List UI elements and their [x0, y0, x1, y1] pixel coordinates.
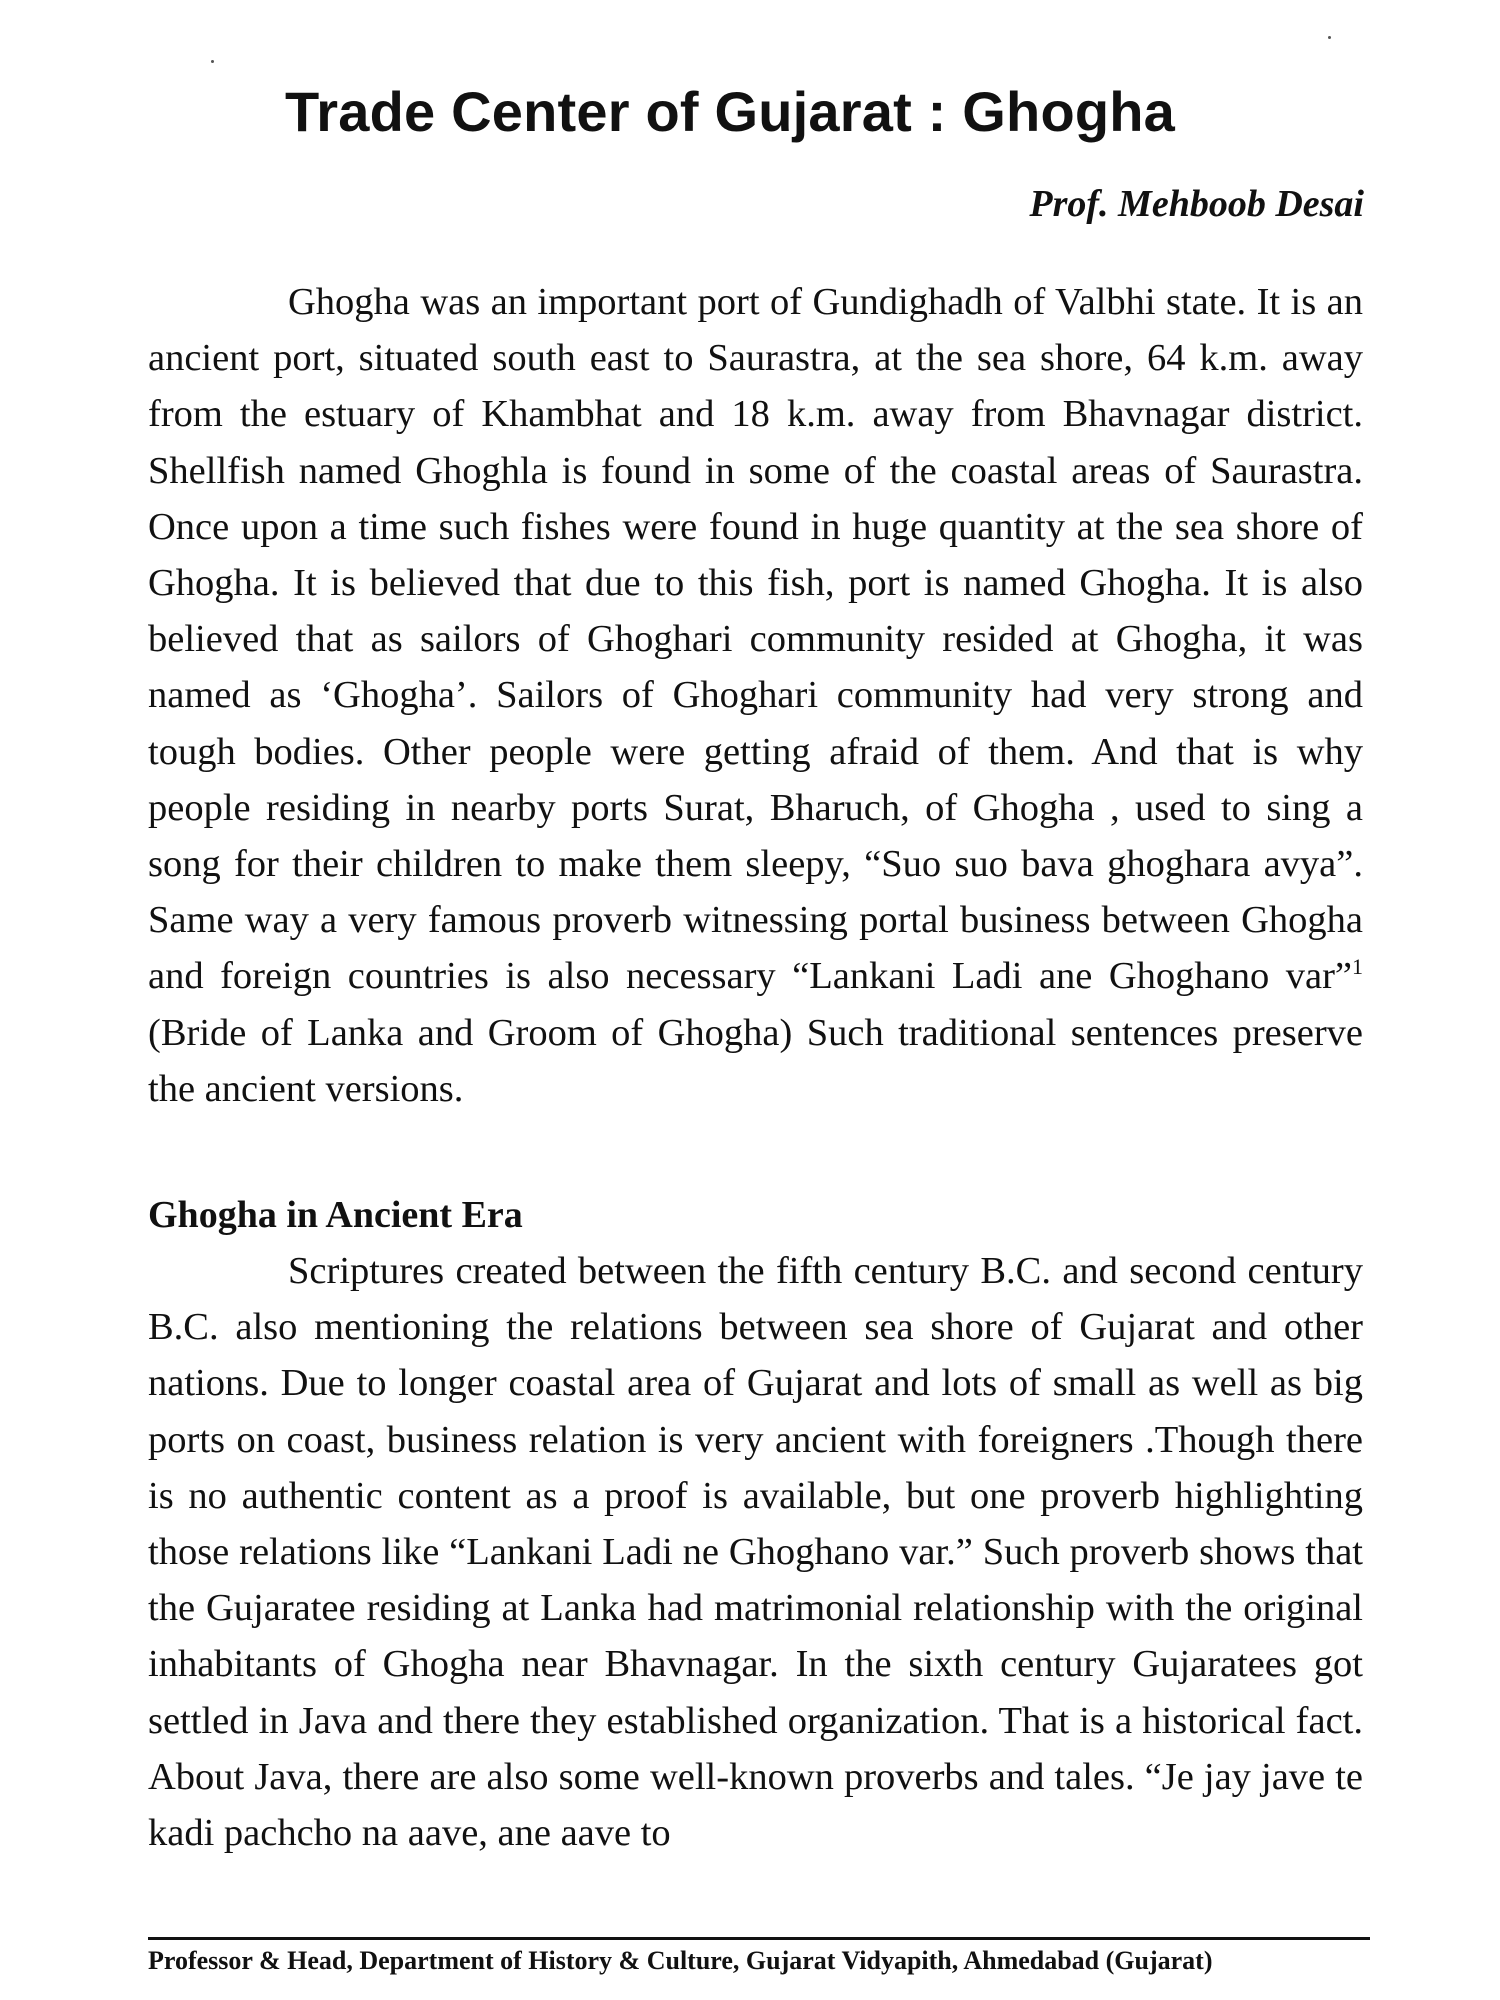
article-title: Trade Center of Gujarat : Ghogha	[284, 80, 1176, 143]
author-affiliation-footer: Professor & Head, Department of History & Culture, Gujarat Vidyapith, Ahmedabad (Gujarat)	[148, 1946, 1213, 1975]
scan-speck	[1328, 36, 1331, 39]
intro-paragraph-text-continued: (Bride of Lanka and Groom of Ghogha) Such traditional sentences preserve the ancient versions.	[148, 1011, 1363, 1110]
author-name: Prof. Mehboob Desai	[1029, 183, 1364, 225]
ancient-era-paragraph: Scriptures created between the fifth century B.C. and second century B.C. also mentioning the relations between sea shore of Gujarat and other nations. Due to longer coastal area of Gujarat and lots of small as well as big ports on coast, business relation is very ancient with foreigners .Though there is no authentic content as a proof is available, but one proverb highlighting those relations like “Lankani Ladi ne Ghoghano var.” Such proverb shows that the Gujaratee residing at Lanka had matrimonial relationship with the original inhabitants of Ghogha near Bhavnagar. In the sixth century Gujaratees got settled in Java and there they established organization. That is a historical fact. About Java, there are also some well-known proverbs and tales. “Je jay jave te kadi pachcho na aave, ane aave to	[148, 1250, 1363, 1855]
intro-paragraph-text: Ghogha was an important port of Gundighadh of Valbhi state. It is an ancient port, situated south east to Saurastra, at the sea shore, 64 k.m. away from the estuary of Khambhat and 18 k.m. away from Bhavnagar district. Shellfish named Ghoghla is found in some of the coastal areas of Saurastra. Once upon a time such fishes were found in huge quantity at the sea shore of Ghogha. It is believed that due to this fish, port is named Ghogha. It is also believed that as sailors of Ghoghari community resided at Ghogha, it was named as ‘Ghogha’. Sailors of Ghoghari community had very strong and tough bodies. Other people were getting afraid of them. And that is why people residing in nearby ports Surat, Bharuch, of Ghogha , used to sing a song for their children to make them sleepy, “Suo suo bava ghoghara avya”. Same way a very famous proverb witnessing portal business between Ghogha and foreign countries is also necessary “Lankani Ladi ane Ghoghano var”	[148, 281, 1363, 998]
scan-speck	[211, 60, 214, 63]
footer-divider	[148, 1937, 1370, 1940]
section-heading: Ghogha in Ancient Era	[148, 1194, 523, 1236]
intro-paragraph	[148, 274, 1363, 1117]
footnote-reference: 1	[1352, 954, 1363, 980]
